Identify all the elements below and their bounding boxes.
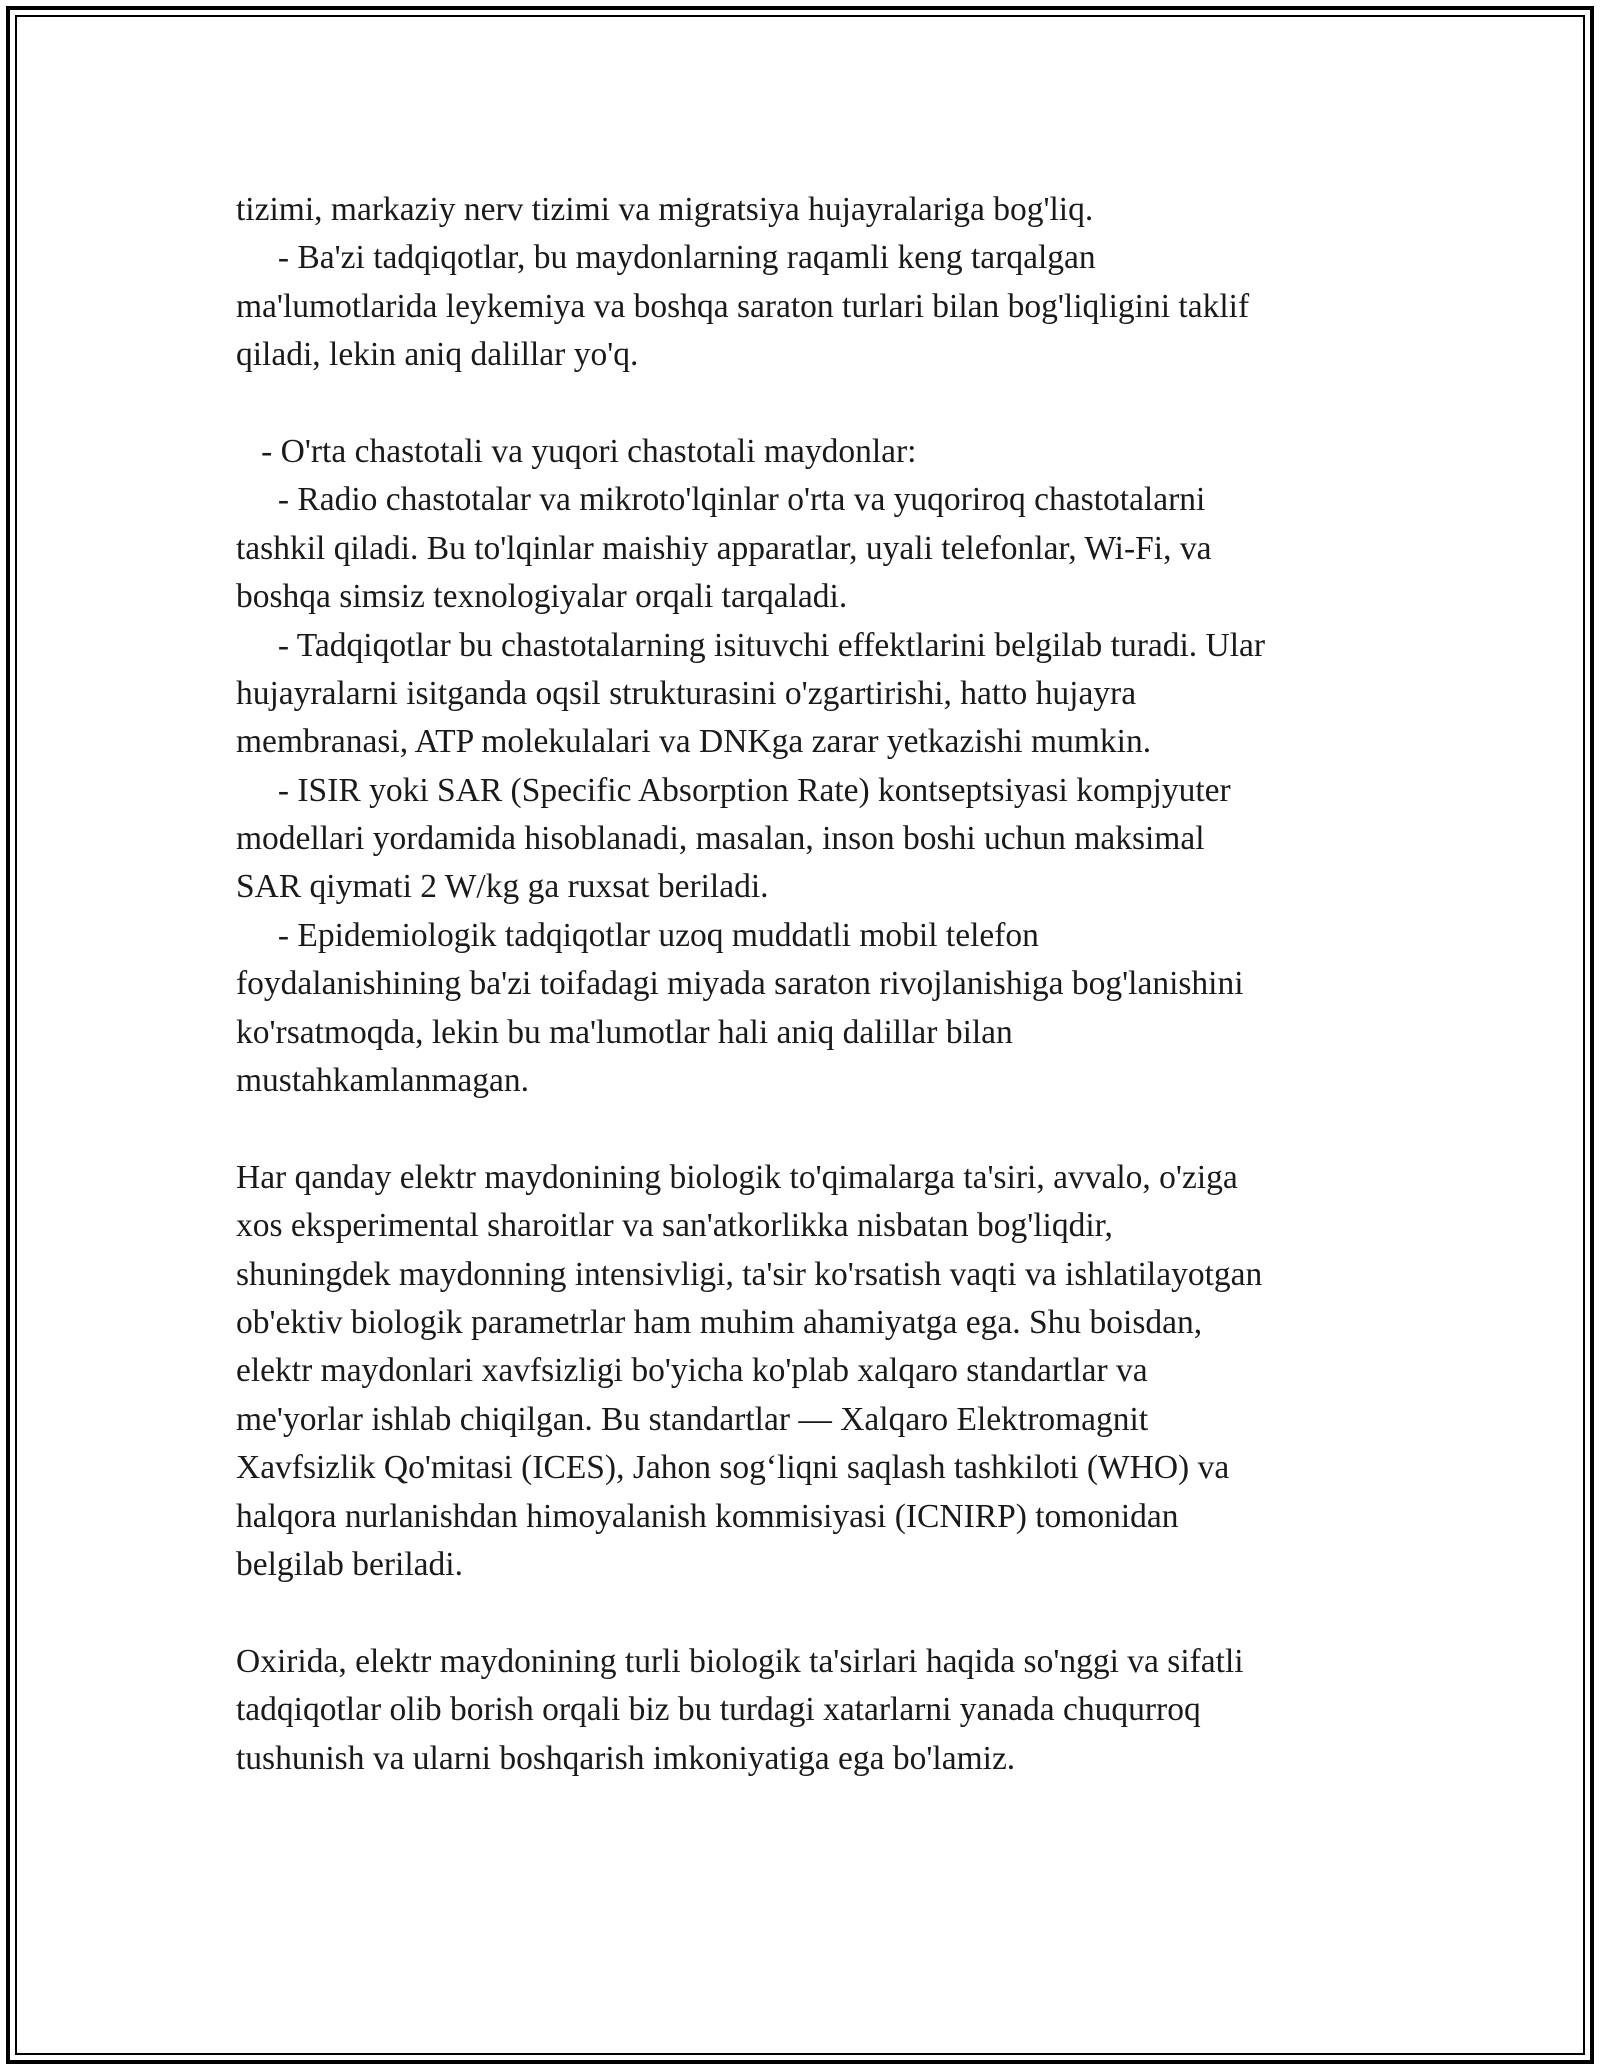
- text-line: hujayralarni isitganda oqsil strukturasini o'zgartirishi, hatto hujayra: [236, 674, 1137, 712]
- paragraph-spacer: [236, 380, 1376, 428]
- text-line: shuningdek maydonning intensivligi, ta'sir ko'rsatish vaqti va ishlatilayotgan: [236, 1255, 1263, 1293]
- paragraph-spacer: [236, 1589, 1376, 1637]
- text-line: belgilab beriladi.: [236, 1545, 463, 1583]
- document-body: [236, 186, 1376, 1783]
- paragraph: [236, 186, 1376, 380]
- text-line: modellari yordamida hisoblanadi, masalan, inson boshi uchun maksimal: [236, 820, 1205, 858]
- text-line: membranasi, ATP molekulalari va DNKga zarar yetkazishi mumkin.: [236, 723, 1152, 761]
- text-line: - Radio chastotalar va mikroto'lqinlar o'rta va yuqoriroq chastotalarni: [236, 481, 1206, 519]
- text-line: ob'ektiv biologik parametrlar ham muhim ahamiyatga ega. Shu boisdan,: [236, 1303, 1203, 1341]
- text-line: me'yorlar ishlab chiqilgan. Bu standartlar — Xalqaro Elektromagnit: [236, 1400, 1149, 1438]
- text-line: - Tadqiqotlar bu chastotalarning isituvchi effektlarini belgilab turadi. Ular: [236, 626, 1266, 664]
- text-line: ma'lumotlarida leykemiya va boshqa saraton turlari bilan bog'liqligini taklif: [236, 287, 1250, 325]
- text-line: tashkil qiladi. Bu to'lqinlar maishiy apparatlar, uyali telefonlar, Wi-Fi, va: [236, 529, 1212, 567]
- text-line: SAR qiymati 2 W/kg ga ruxsat beriladi.: [236, 868, 769, 906]
- text-line: elektr maydonlari xavfsizligi bo'yicha ko'plab xalqaro standartlar va: [236, 1352, 1148, 1390]
- text-line: tushunish va ularni boshqarish imkoniyatiga ega bo'lamiz.: [236, 1739, 1016, 1777]
- text-line: - Ba'zi tadqiqotlar, bu maydonlarning raqamli keng tarqalgan: [236, 239, 1096, 277]
- paragraph-spacer: [236, 1105, 1376, 1153]
- text-line: boshqa simsiz texnologiyalar orqali tarqaladi.: [236, 578, 848, 616]
- text-line: halqora nurlanishdan himoyalanish kommisiyasi (ICNIRP) tomonidan: [236, 1497, 1179, 1535]
- text-line: Xavfsizlik Qo'mitasi (ICES), Jahon sog‘liqni saqlash tashkiloti (WHO) va: [236, 1449, 1230, 1487]
- text-line: mustahkamlanmagan.: [236, 1062, 530, 1100]
- paragraph: [236, 428, 1376, 1105]
- text-line: Oxirida, elektr maydonining turli biologik ta'sirlari haqida so'nggi va sifatli: [236, 1642, 1244, 1680]
- text-line: xos eksperimental sharoitlar va san'atkorlikka nisbatan bog'liqdir,: [236, 1207, 1113, 1245]
- text-line: ko'rsatmoqda, lekin bu ma'lumotlar hali aniq dalillar bilan: [236, 1013, 1013, 1051]
- text-line: tadqiqotlar olib borish orqali biz bu turdagi xatarlarni yanada chuqurroq: [236, 1691, 1201, 1729]
- paragraph: [236, 1154, 1376, 1590]
- text-line: - Epidemiologik tadqiqotlar uzoq muddatli mobil telefon: [236, 916, 1039, 954]
- paragraph: [236, 1638, 1376, 1783]
- text-line: Har qanday elektr maydonining biologik to'qimalarga ta'siri, avvalo, o'ziga: [236, 1158, 1238, 1196]
- text-line: qiladi, lekin aniq dalillar yo'q.: [236, 336, 639, 374]
- text-line: - O'rta chastotali va yuqori chastotali maydonlar:: [236, 432, 917, 470]
- text-line: tizimi, markaziy nerv tizimi va migratsiya hujayralariga bog'liq.: [236, 191, 1094, 228]
- text-line: - ISIR yoki SAR (Specific Absorption Rate) kontseptsiyasi kompjyuter: [236, 771, 1231, 809]
- text-line: foydalanishining ba'zi toifadagi miyada saraton rivojlanishiga bog'lanishini: [236, 965, 1244, 1003]
